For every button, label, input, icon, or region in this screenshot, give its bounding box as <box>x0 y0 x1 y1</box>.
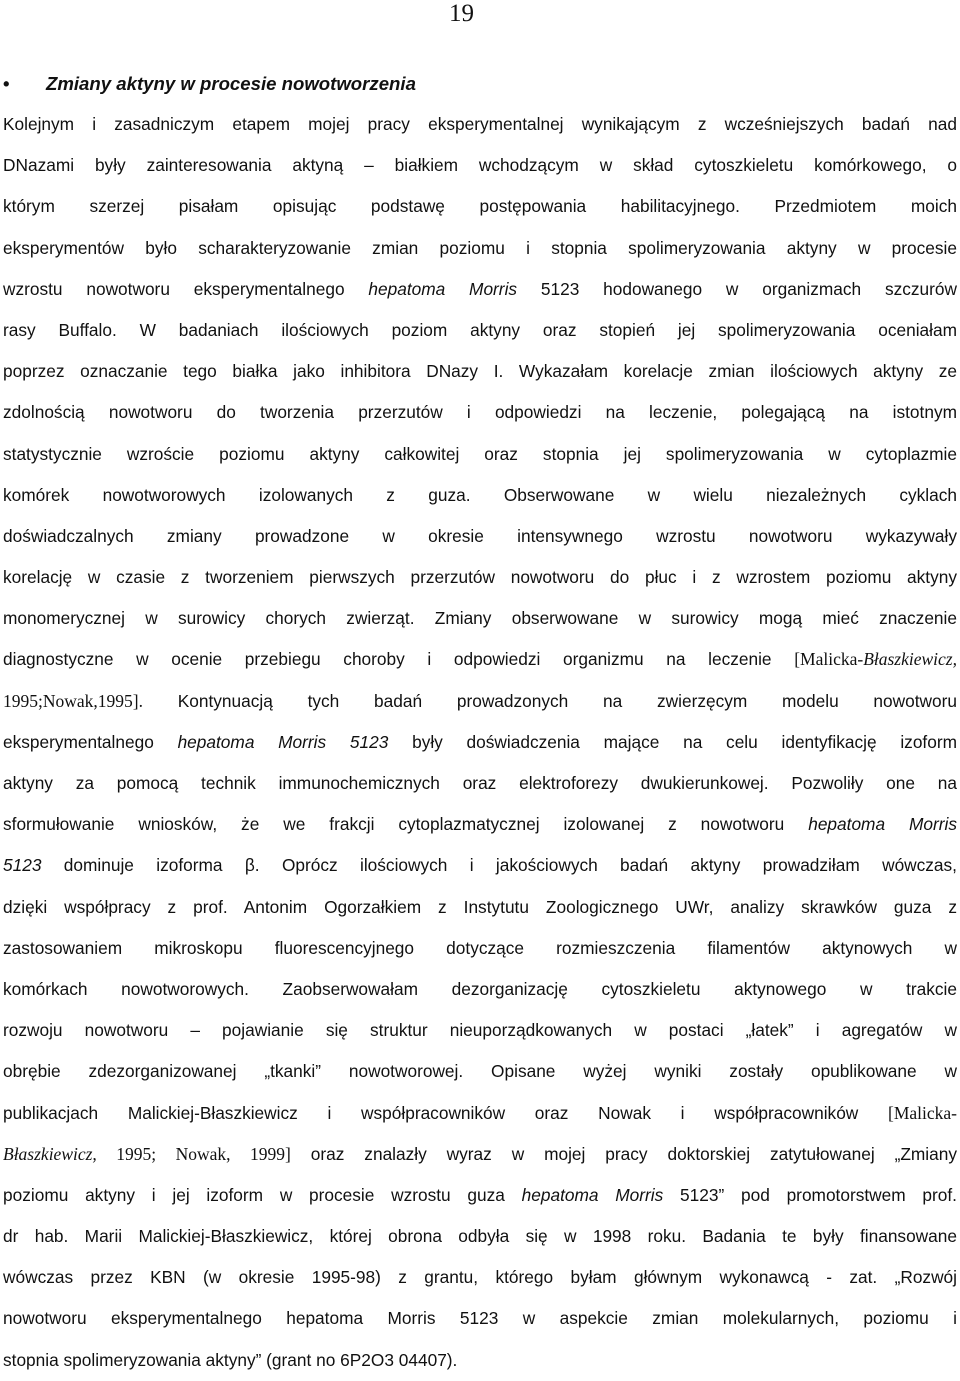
text-segment: były doświadczenia mające na celu identyfikację izoform <box>388 731 957 752</box>
text-line <box>3 1134 957 1175</box>
text-segment: sformułowanie wniosków, że we frakcji cytoplazmatycznej izolowanej z nowotworu <box>3 814 809 835</box>
citation-text: 1995; Nowak, 1999] <box>96 1143 291 1164</box>
text-segment: doświadczalnych zmiany prowadzone w okresie intensywnego wzrostu nowotworu wykazywały <box>3 525 957 546</box>
italic-text: hepatoma Morris <box>808 814 958 835</box>
citation-text: Błaszkiewicz, <box>3 1143 97 1164</box>
italic-text: 5123 <box>3 855 42 876</box>
text-segment: rasy Buffalo. W badaniach ilościowych poziom aktyny oraz stopień jej spolimeryzowania oceniałam <box>3 319 957 340</box>
text-line <box>3 681 957 722</box>
text-line <box>3 228 957 269</box>
text-segment: korelację w czasie z tworzeniem pierwszych przerzutów nowotworu do płuc i z wzrostem poziomu aktyny <box>3 567 957 588</box>
text-segment: publikacjach Malickiej-Błaszkiewicz i współpracowników oraz Nowak i współpracowników <box>3 1102 888 1123</box>
text-line <box>3 1010 957 1051</box>
text-segment: dr hab. Marii Malickiej-Błaszkiewicz, której obrona odbyła się w 1998 roku. Badania te były finansowane <box>3 1226 957 1247</box>
text-line <box>3 887 957 928</box>
text-line <box>3 722 957 763</box>
text-line <box>3 598 957 639</box>
text-segment: eksperymentalnego <box>3 731 178 752</box>
italic-text: hepatoma Morris 5123 <box>177 731 389 752</box>
bullet-icon: • <box>3 73 10 94</box>
text-line <box>3 145 957 186</box>
text-segment: komórek nowotworowych izolowanych z guza. Obserwowane w wielu niezależnych cyklach <box>3 484 957 505</box>
text-line <box>3 557 957 598</box>
italic-text: hepatoma Morris <box>368 278 518 299</box>
text-line <box>3 310 957 351</box>
text-segment: rozwoju nowotworu – pojawianie się struktur nieuporządkowanych w postaci „łatek” i agregatów w <box>3 1020 957 1041</box>
citation-text: 1995;Nowak,1995]. <box>3 690 143 711</box>
text-segment: DNazami były zainteresowania aktyną – białkiem wchodzącym w skład cytoszkieletu komórkowego, o <box>3 155 957 176</box>
text-line <box>3 1093 957 1134</box>
text-line <box>3 1257 957 1298</box>
text-segment: statystycznie wzroście poziomu aktyny całkowitej oraz stopnia jej spolimeryzowania w cytoplazmie <box>3 443 957 464</box>
text-line <box>3 928 957 969</box>
body-paragraph <box>3 104 957 1381</box>
text-line <box>3 1216 957 1257</box>
text-segment: wzrostu nowotworu eksperymentalnego <box>3 278 369 299</box>
text-line <box>3 434 957 475</box>
text-segment: monomerycznej w surowicy chorych zwierząt. Zmiany obserwowane w surowicy mogą mieć znaczenie <box>3 608 957 629</box>
text-line <box>3 1175 957 1216</box>
text-segment: dominuje izoforma β. Oprócz ilościowych i jakościowych badań aktyny prowadziłam wówczas, <box>41 855 957 876</box>
text-segment: zastosowaniem mikroskopu fluorescencyjnego dotyczące rozmieszczenia filamentów aktynowych w <box>3 937 957 958</box>
text-line <box>3 516 957 557</box>
text-line <box>3 763 957 804</box>
text-segment: poprzez oznaczanie tego białka jako inhibitora DNazy I. Wykazałam korelacje zmian ilościowych aktyny ze <box>3 361 957 382</box>
text-line <box>3 351 957 392</box>
citation-text: [Malicka- <box>794 649 864 670</box>
page-number: 19 <box>449 0 474 27</box>
text-segment: dzięki współpracy z prof. Antonim Ogorzałkiem z Instytutu Zoologicznego UWr, analizy skrawków guza z <box>3 896 957 917</box>
text-segment: 5123” pod promotorstwem prof. <box>663 1184 957 1205</box>
text-segment: 5123 hodowanego w organizmach szczurów <box>517 278 957 299</box>
text-line <box>3 186 957 227</box>
text-segment: którym szerzej pisałam opisując podstawę postępowania habilitacyjnego. Przedmiotem moich <box>3 196 957 217</box>
text-segment: diagnostyczne w ocenie przebiegu choroby i odpowiedzi organizmu na leczenie <box>3 649 795 670</box>
text-line <box>3 969 957 1010</box>
text-line <box>3 1298 957 1339</box>
text-segment: eksperymentów było scharakteryzowanie zmian poziomu i stopnia spolimeryzowania aktyny w procesie <box>3 237 957 258</box>
italic-text: hepatoma Morris <box>521 1184 664 1205</box>
citation-text: [Malicka- <box>888 1102 957 1123</box>
citation-text: Błaszkiewicz, <box>863 649 957 670</box>
text-segment: aktyny za pomocą technik immunochemicznych oraz elektroforezy dwukierunkowej. Pozwoliły one na <box>3 773 957 793</box>
text-line <box>3 104 957 145</box>
text-line <box>3 392 957 433</box>
text-segment: nowotworu eksperymentalnego hepatoma Morris 5123 w aspekcie zmian molekularnych, poziomu i <box>3 1308 957 1329</box>
text-segment: poziomu aktyny i jej izoform w procesie wzrostu guza <box>3 1184 522 1205</box>
text-segment: oraz znalazły wyraz w mojej pracy doktorskiej zatytułowanej „Zmiany <box>290 1143 957 1164</box>
text-line <box>3 804 957 845</box>
text-segment: wówczas przez KBN (w okresie 1995-98) z grantu, którego byłam głównym wykonawcą - zat. „Rozwój <box>3 1267 957 1288</box>
text-line <box>3 1051 957 1092</box>
text-line <box>3 1340 957 1381</box>
text-segment: komórkach nowotworowych. Zaobserwowałam dezorganizację cytoszkieletu aktynowego w trakcie <box>3 978 957 999</box>
text-segment: obrębie zdezorganizowanej „tkanki” nowotworowej. Opisane wyżej wyniki zostały opublikowane w <box>3 1061 957 1082</box>
text-segment: zdolnością nowotworu do tworzenia przerzutów i odpowiedzi na leczenie, polegającą na istotnym <box>3 402 957 423</box>
text-segment: stopnia spolimeryzowania aktyny” (grant no 6P2O3 04407). <box>3 1349 458 1370</box>
text-line <box>3 269 957 310</box>
text-segment: Kontynuacją tych badań prowadzonych na zwierzęcym modelu nowotworu <box>142 690 957 711</box>
text-line <box>3 845 957 886</box>
text-line <box>3 475 957 516</box>
text-line <box>3 639 957 680</box>
section-title: Zmiany aktyny w procesie nowotworzenia <box>46 73 416 94</box>
text-segment: Kolejnym i zasadniczym etapem mojej pracy eksperymentalnej wynikającym z wcześniejszych badań nad <box>3 114 957 134</box>
